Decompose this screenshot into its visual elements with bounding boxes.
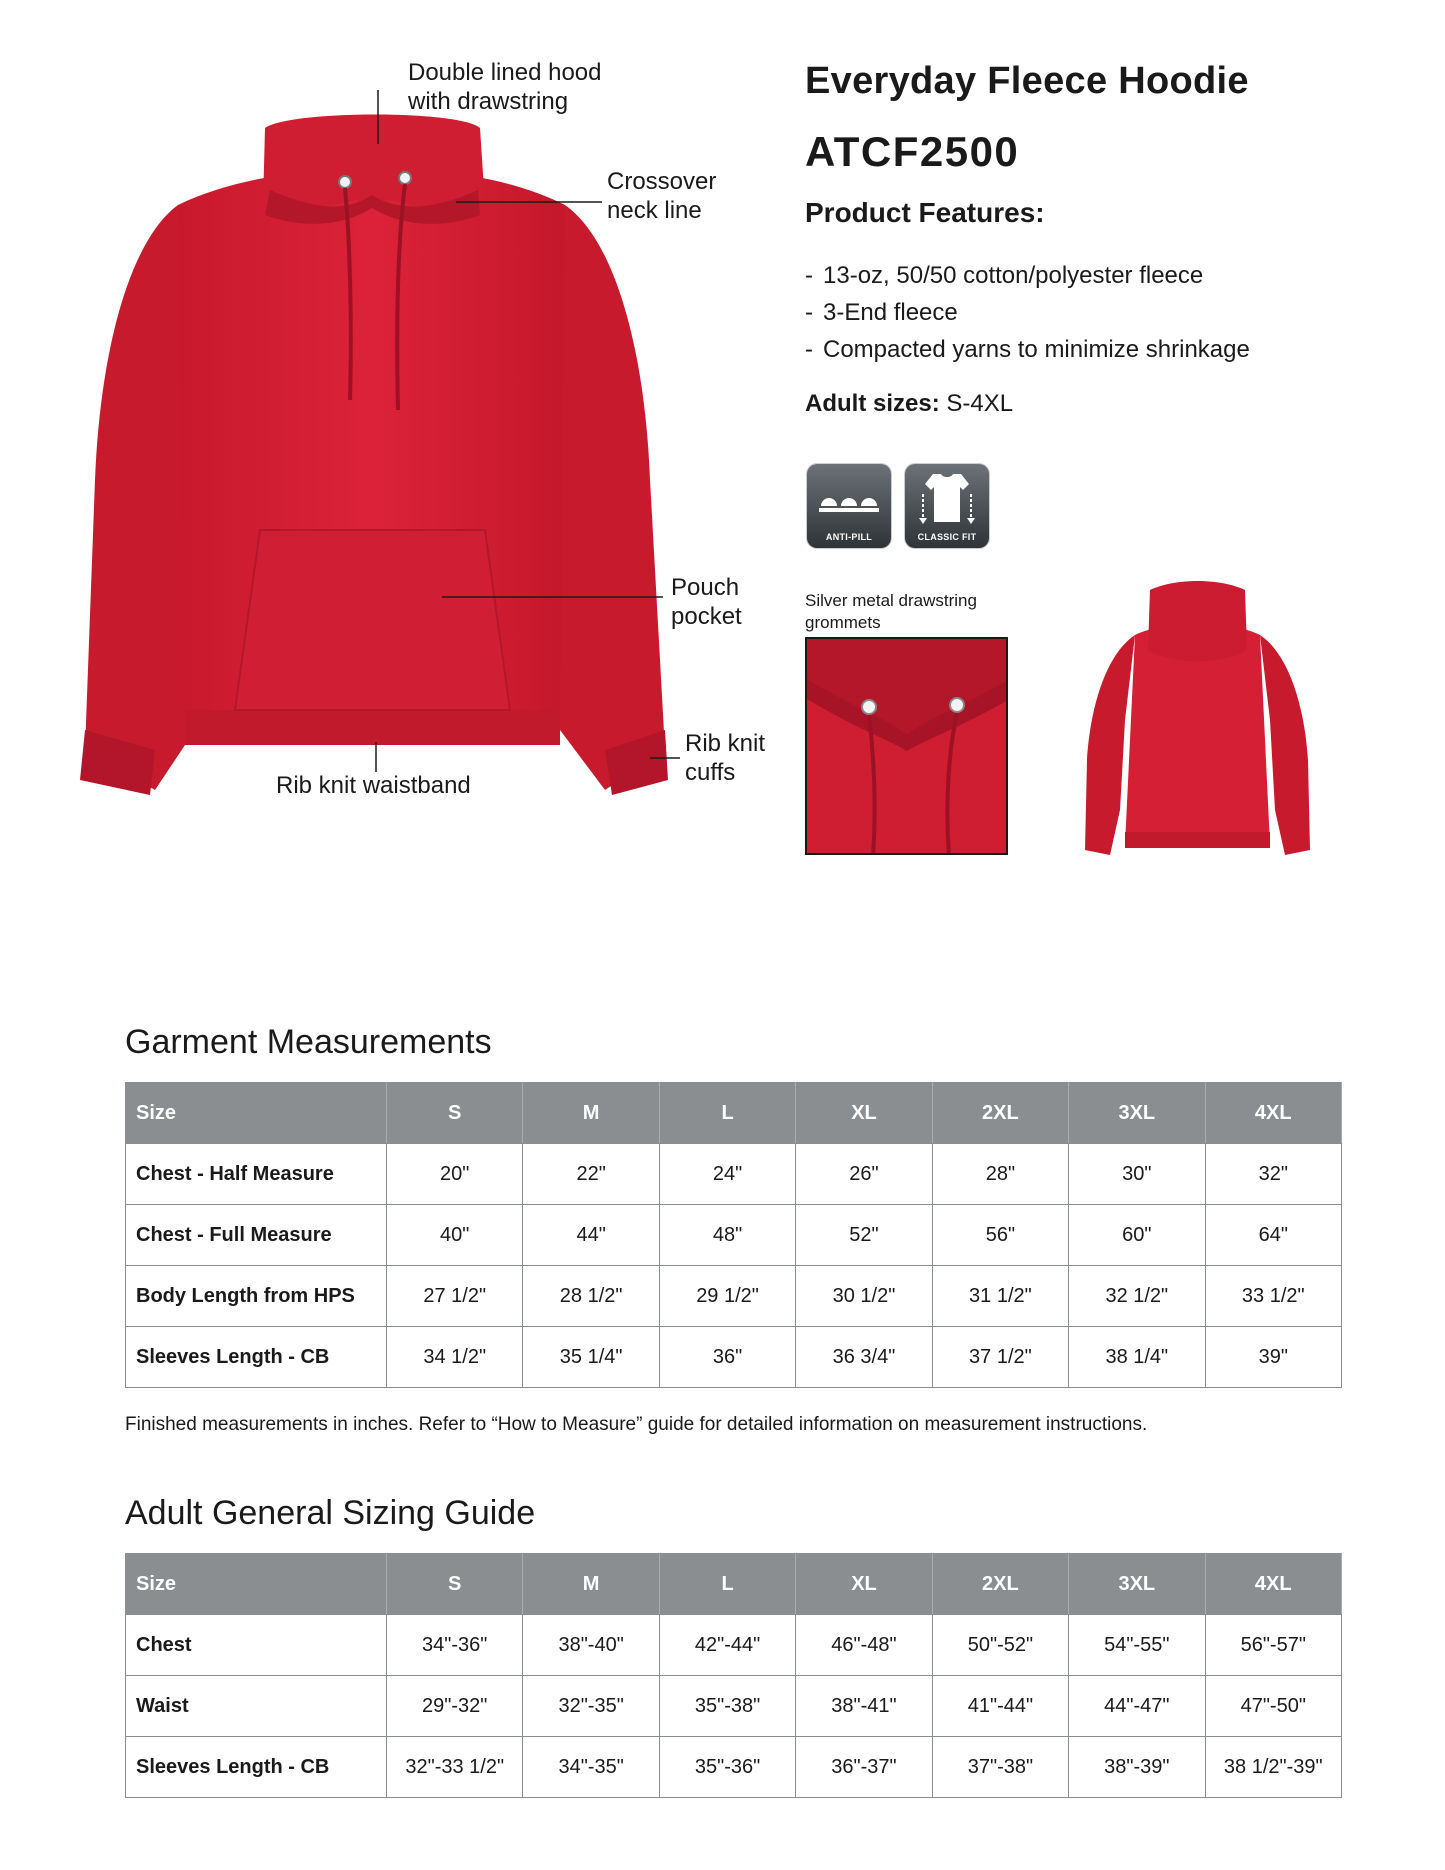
column-header: XL — [796, 1083, 932, 1144]
table-cell: 36" — [659, 1327, 795, 1388]
table-row — [126, 1144, 1342, 1205]
row-label: Sleeves Length - CB — [126, 1327, 387, 1388]
grommets-caption: Silver metal drawstring grommets — [805, 591, 977, 632]
column-header: Size — [126, 1083, 387, 1144]
table-cell: 31 1/2" — [932, 1266, 1068, 1327]
table-row — [126, 1205, 1342, 1266]
row-label: Chest - Full Measure — [126, 1205, 387, 1266]
callout-cuffs: Rib knit cuffs — [685, 730, 766, 786]
row-label: Body Length from HPS — [126, 1266, 387, 1327]
row-label: Chest — [126, 1615, 387, 1676]
table-cell: 39" — [1205, 1327, 1341, 1388]
table-row — [126, 1615, 1342, 1676]
table-cell: 35"-36" — [659, 1737, 795, 1798]
feature-item: - 13-oz, 50/50 cotton/polyester fleece — [805, 262, 1204, 289]
callout-hood: Double lined hood with drawstring — [408, 59, 602, 115]
table-cell: 26" — [796, 1144, 932, 1205]
callout-pocket: Pouch pocket — [671, 574, 742, 630]
table-cell: 32 1/2" — [1069, 1266, 1205, 1327]
table-cell: 34"-35" — [523, 1737, 659, 1798]
table-cell: 37"-38" — [932, 1737, 1068, 1798]
table-row — [126, 1327, 1342, 1388]
table-cell: 24" — [659, 1144, 795, 1205]
row-label: Chest - Half Measure — [126, 1144, 387, 1205]
table-cell: 36 3/4" — [796, 1327, 932, 1388]
table-cell: 56" — [932, 1205, 1068, 1266]
table-cell: 32"-33 1/2" — [387, 1737, 523, 1798]
table-cell: 38 1/2"-39" — [1205, 1737, 1341, 1798]
sizes-value: S-4XL — [946, 390, 1014, 417]
feature-item: - 3-End fleece — [805, 299, 958, 326]
table-row — [126, 1266, 1342, 1327]
features-heading: Product Features: — [805, 197, 1045, 228]
classic-fit-badge: CLASSIC FIT — [905, 464, 989, 548]
table-cell: 44"-47" — [1069, 1676, 1205, 1737]
table-cell: 64" — [1205, 1205, 1341, 1266]
table-cell: 38"-39" — [1069, 1737, 1205, 1798]
sizes-label: Adult sizes: — [805, 390, 940, 417]
table-row — [126, 1737, 1342, 1798]
column-header: 3XL — [1069, 1083, 1205, 1144]
hoodie-back-image — [1075, 580, 1320, 860]
row-label: Waist — [126, 1676, 387, 1737]
table-cell: 37 1/2" — [932, 1327, 1068, 1388]
table-cell: 34 1/2" — [387, 1327, 523, 1388]
callout-waistband: Rib knit waistband — [276, 772, 471, 799]
table-cell: 29 1/2" — [659, 1266, 795, 1327]
table-cell: 41"-44" — [932, 1676, 1068, 1737]
table-cell: 56"-57" — [1205, 1615, 1341, 1676]
table-cell: 44" — [523, 1205, 659, 1266]
sizing-guide-table — [125, 1553, 1342, 1798]
grommets-closeup-image — [805, 637, 1008, 855]
table-cell: 38"-41" — [796, 1676, 932, 1737]
table-cell: 40" — [387, 1205, 523, 1266]
callout-neck: Crossover neck line — [607, 168, 717, 224]
table-cell: 30" — [1069, 1144, 1205, 1205]
table-cell: 29"-32" — [387, 1676, 523, 1737]
table-cell: 34"-36" — [387, 1615, 523, 1676]
table-cell: 54"-55" — [1069, 1615, 1205, 1676]
table-cell: 48" — [659, 1205, 795, 1266]
anti-pill-badge: ANTI-PILL — [807, 464, 891, 548]
garment-measurements-title: Garment Measurements — [125, 1023, 492, 1061]
table-cell: 47"-50" — [1205, 1676, 1341, 1737]
table-header-row — [126, 1554, 1342, 1615]
feature-item: - Compacted yarns to minimize shrinkage — [805, 336, 1250, 363]
column-header: M — [523, 1554, 659, 1615]
table-cell: 28 1/2" — [523, 1266, 659, 1327]
column-header: L — [659, 1554, 795, 1615]
table-cell: 20" — [387, 1144, 523, 1205]
table-cell: 32"-35" — [523, 1676, 659, 1737]
features-list — [805, 257, 1250, 368]
table-row — [126, 1676, 1342, 1737]
column-header: L — [659, 1083, 795, 1144]
table-cell: 33 1/2" — [1205, 1266, 1341, 1327]
column-header: 2XL — [932, 1083, 1068, 1144]
column-header: S — [387, 1083, 523, 1144]
table-cell: 27 1/2" — [387, 1266, 523, 1327]
table-cell: 38"-40" — [523, 1615, 659, 1676]
column-header: 4XL — [1205, 1083, 1341, 1144]
garment-measurements-table — [125, 1082, 1342, 1388]
column-header: 4XL — [1205, 1554, 1341, 1615]
column-header: 2XL — [932, 1554, 1068, 1615]
measurements-note: Finished measurements in inches. Refer to “How to Measure” guide for detailed information on measurement instructions. — [125, 1414, 1148, 1435]
table-cell: 46"-48" — [796, 1615, 932, 1676]
table-cell: 35"-38" — [659, 1676, 795, 1737]
table-cell: 38 1/4" — [1069, 1327, 1205, 1388]
table-cell: 30 1/2" — [796, 1266, 932, 1327]
table-header-row — [126, 1083, 1342, 1144]
row-label: Sleeves Length - CB — [126, 1737, 387, 1798]
column-header: M — [523, 1083, 659, 1144]
column-header: S — [387, 1554, 523, 1615]
table-cell: 52" — [796, 1205, 932, 1266]
product-title: Everyday Fleece Hoodie — [805, 60, 1249, 102]
product-code: ATCF2500 — [805, 128, 1020, 175]
column-header: 3XL — [1069, 1554, 1205, 1615]
table-cell: 28" — [932, 1144, 1068, 1205]
adult-sizes — [805, 390, 1013, 418]
table-cell: 22" — [523, 1144, 659, 1205]
table-cell: 35 1/4" — [523, 1327, 659, 1388]
table-cell: 60" — [1069, 1205, 1205, 1266]
column-header: Size — [126, 1554, 387, 1615]
sizing-guide-title: Adult General Sizing Guide — [125, 1494, 536, 1532]
table-cell: 36"-37" — [796, 1737, 932, 1798]
table-cell: 42"-44" — [659, 1615, 795, 1676]
column-header: XL — [796, 1554, 932, 1615]
table-cell: 50"-52" — [932, 1615, 1068, 1676]
table-cell: 32" — [1205, 1144, 1341, 1205]
